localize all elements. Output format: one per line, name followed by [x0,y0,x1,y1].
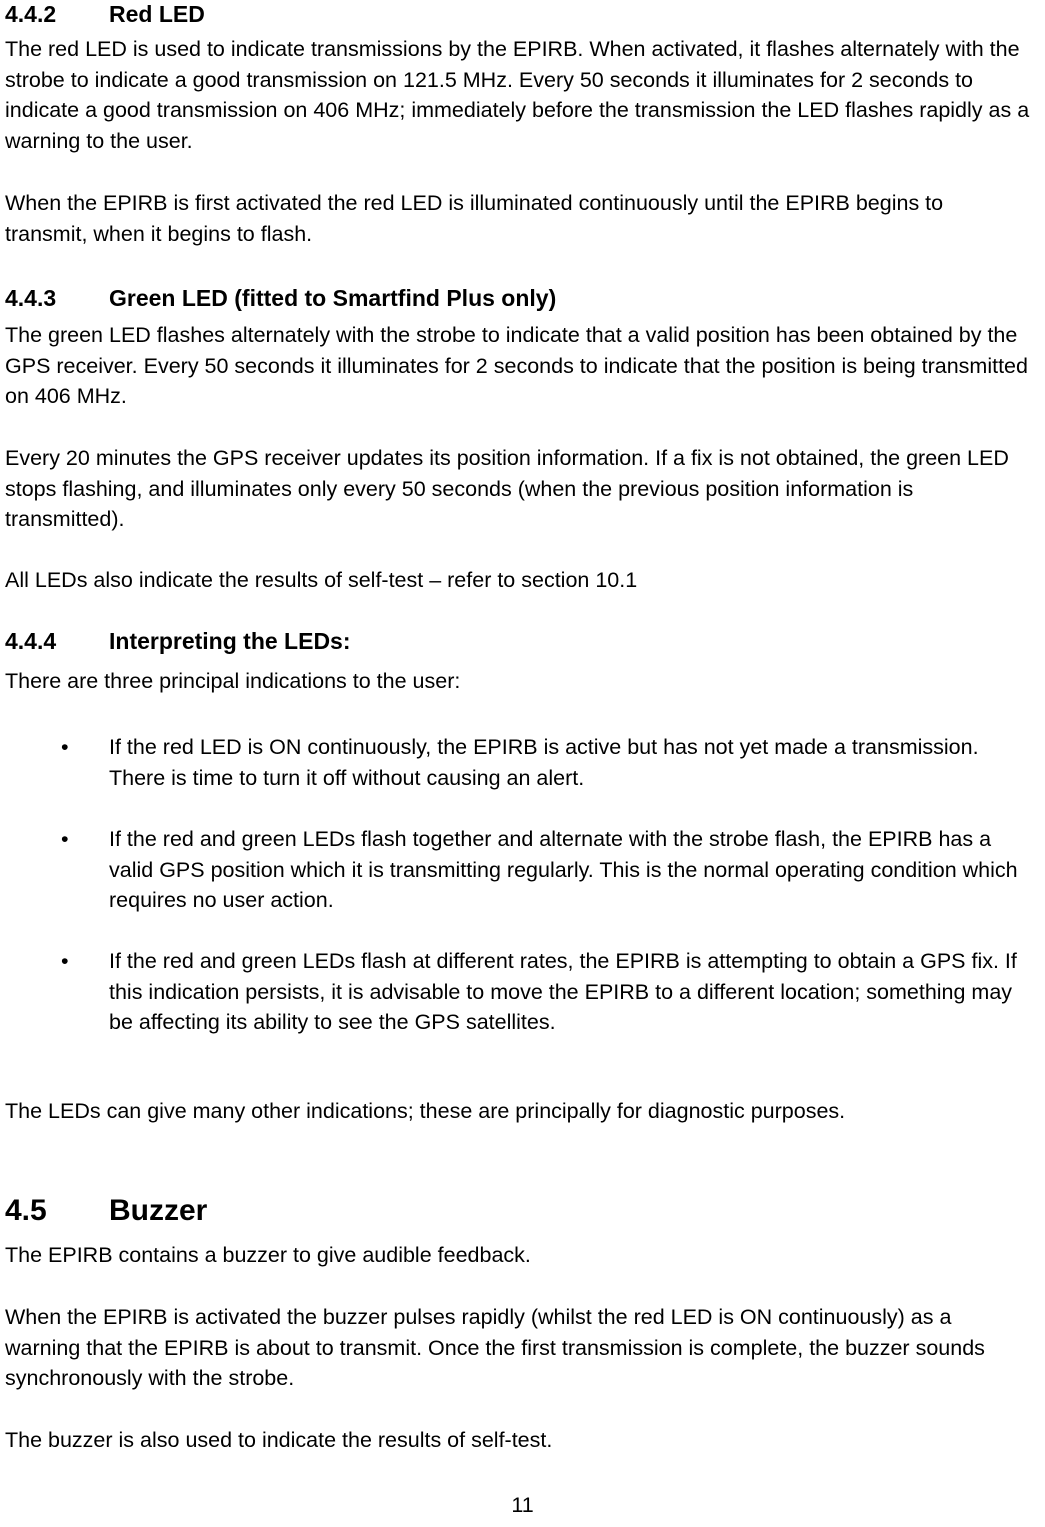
paragraph-interpret-outro: The LEDs can give many other indications; these are principally for diagnostic purposes. [5,1099,846,1123]
list-item [5,732,1037,793]
bullet-icon: • [61,827,69,851]
paragraph-interpret-intro: There are three principal indications to the user: [5,669,461,693]
heading-number: 4.4.3 [5,285,57,311]
heading-4-4-2 [5,0,205,28]
paragraph-buzzer-2: When the EPIRB is activated the buzzer pulses rapidly (whilst the red LED is ON continuously) as a warning that the EPIRB is about to transmit. Once the first transmission is complete, the buzzer sounds synchronously with the strobe. [5,1305,985,1391]
heading-title: Red LED [109,1,205,27]
heading-title: Green LED (fitted to Smartfind Plus only) [109,285,557,311]
heading-title: Interpreting the LEDs: [109,628,351,654]
paragraph-buzzer-3: The buzzer is also used to indicate the results of self-test. [5,1428,553,1452]
page-number: 11 [511,1493,534,1517]
list-item-text: If the red and green LEDs flash together and alternate with the strobe flash, the EPIRB has a valid GPS position which it is transmitting regularly. This is the normal operating condition which requires no user action. [109,827,1018,913]
bullet-icon: • [61,735,69,759]
heading-title: Buzzer [109,1194,208,1227]
list-item [5,946,1037,1038]
list-item-text: If the red LED is ON continuously, the EPIRB is active but has not yet made a transmission. There is time to turn it off without causing an alert. [109,735,979,790]
heading-number: 4.4.2 [5,1,57,27]
heading-number: 4.4.4 [5,628,57,654]
paragraph-red-led-2: When the EPIRB is first activated the red LED is illuminated continuously until the EPIRB begins to transmit, when it begins to flash. [5,191,944,246]
paragraph-red-led-1: The red LED is used to indicate transmissions by the EPIRB. When activated, it flashes alternately with the strobe to indicate a good transmission on 121.5 MHz. Every 50 seconds it illuminates for 2 seconds to indicate a good transmission on 406 MHz; immediately before the transmission the LED flashes rapidly as a warning to the user. [5,37,1030,153]
heading-4-5 [5,1193,1037,1229]
paragraph-buzzer-1: The EPIRB contains a buzzer to give audible feedback. [5,1243,531,1267]
heading-4-4-3 [5,284,1037,312]
paragraph-green-led-2: Every 20 minutes the GPS receiver updates its position information. If a fix is not obtained, the green LED stops flashing, and illuminates only every 50 seconds (when the previous position information is transmitted). [5,446,1009,532]
paragraph-self-test-ref: All LEDs also indicate the results of self-test – refer to section 10.1 [5,568,638,592]
list-item [5,824,1037,916]
heading-4-4-4 [5,627,1037,655]
heading-number: 4.5 [5,1194,47,1227]
list-item-text: If the red and green LEDs flash at different rates, the EPIRB is attempting to obtain a GPS fix. If this indication persists, it is advisable to move the EPIRB to a different location; something may be affecting its ability to see the GPS satellites. [109,949,1017,1035]
paragraph-green-led-1: The green LED flashes alternately with the strobe to indicate that a valid position has been obtained by the GPS receiver. Every 50 seconds it illuminates for 2 seconds to indicate that the position is being transmitted on 406 MHz. [5,323,1028,409]
bullet-icon: • [61,949,69,973]
